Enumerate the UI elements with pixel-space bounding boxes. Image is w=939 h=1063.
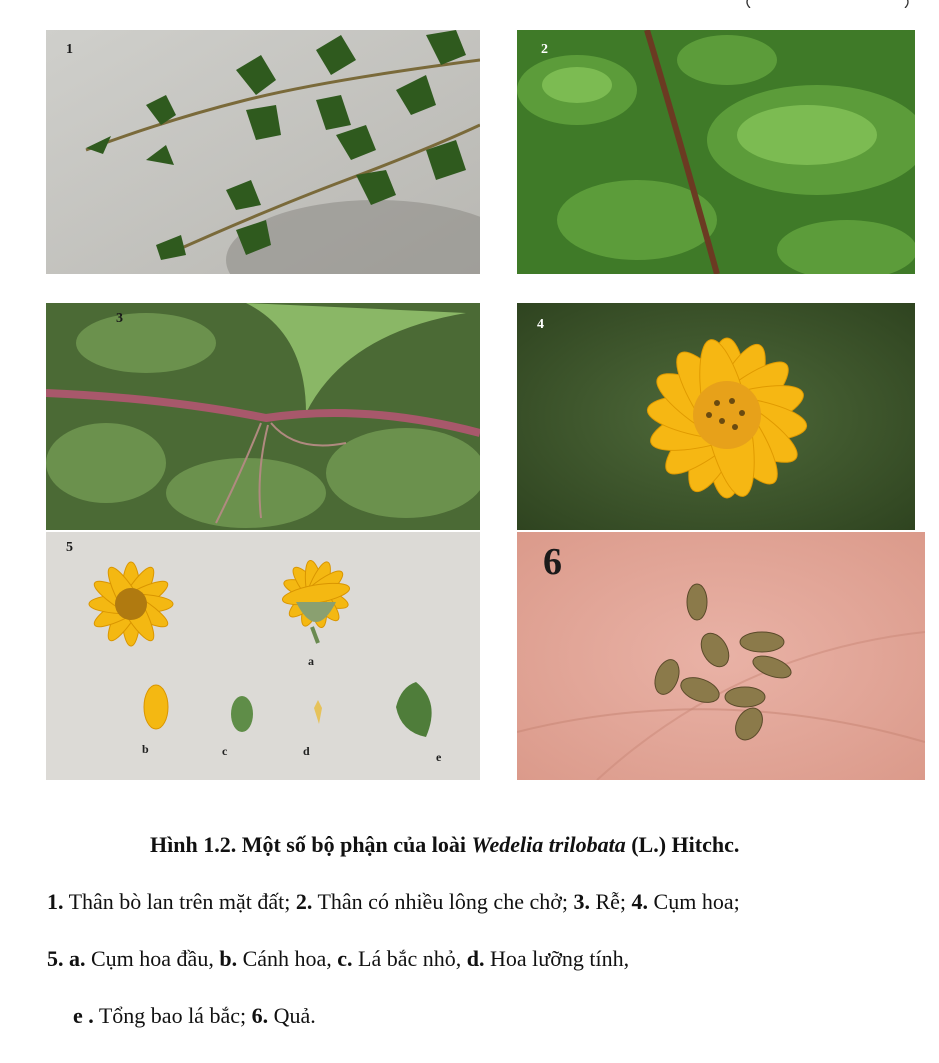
legend-text: Cụm hoa đầu, [85, 946, 220, 971]
panel-1-creeping-stems [46, 30, 480, 274]
legend-line-2 [47, 946, 629, 972]
legend-text: Cụm hoa; [648, 889, 740, 914]
legend-num: 3. [573, 889, 590, 914]
legend-num: 2. [295, 889, 313, 914]
part-label-b: b [142, 742, 149, 756]
legend-line-1 [47, 889, 740, 915]
legend-text: Cánh hoa, [237, 946, 338, 971]
legend-text: Tổng bao lá bắc; [93, 1003, 252, 1028]
panel-5-number: 5 [66, 540, 73, 555]
legend-text: Thân bò lan trên mặt đất; [63, 889, 296, 914]
legend-text: Rễ; [589, 889, 632, 914]
legend-text: Lá bắc nhỏ, [352, 946, 467, 971]
legend-num: 4. [631, 889, 649, 914]
part-label-d: d [303, 744, 310, 758]
cropped-top-text [730, 0, 930, 8]
legend-num: e . [73, 1003, 94, 1028]
caption-suffix: (L.) Hitchc. [625, 832, 740, 857]
part-label-a: a [308, 654, 314, 668]
legend-num: b. [219, 946, 238, 971]
legend-line-3 [73, 1003, 316, 1029]
panel-5-flower-parts [46, 532, 480, 780]
legend-text: Thân có nhiều lông che chở; [312, 889, 574, 914]
caption-prefix: Hình 1.2. Một số bộ phận của loài [150, 832, 472, 857]
legend-num: 5. a. [47, 946, 86, 971]
panel-2-stem-leaves [517, 30, 915, 274]
part-label-c: c [222, 744, 228, 758]
panel-3-stem-roots [46, 303, 480, 530]
panel-4-number: 4 [537, 317, 544, 332]
panel-1-number: 1 [66, 42, 73, 57]
panel-3-number: 3 [116, 311, 123, 326]
part-label-e: e [436, 750, 442, 764]
panel-4-flower [517, 303, 915, 530]
panel-6-number: 6 [543, 541, 562, 583]
legend-num: d. [466, 946, 485, 971]
figure-caption [150, 832, 739, 858]
legend-num: 1. [47, 889, 64, 914]
legend-num: c. [337, 946, 353, 971]
legend-text: Hoa lưỡng tính, [484, 946, 630, 971]
panel-2-number: 2 [541, 42, 548, 57]
panel-6-fruits [517, 532, 925, 780]
legend-text: Quả. [268, 1003, 316, 1028]
caption-species: Wedelia trilobata [471, 832, 626, 857]
legend-num: 6. [251, 1003, 269, 1028]
